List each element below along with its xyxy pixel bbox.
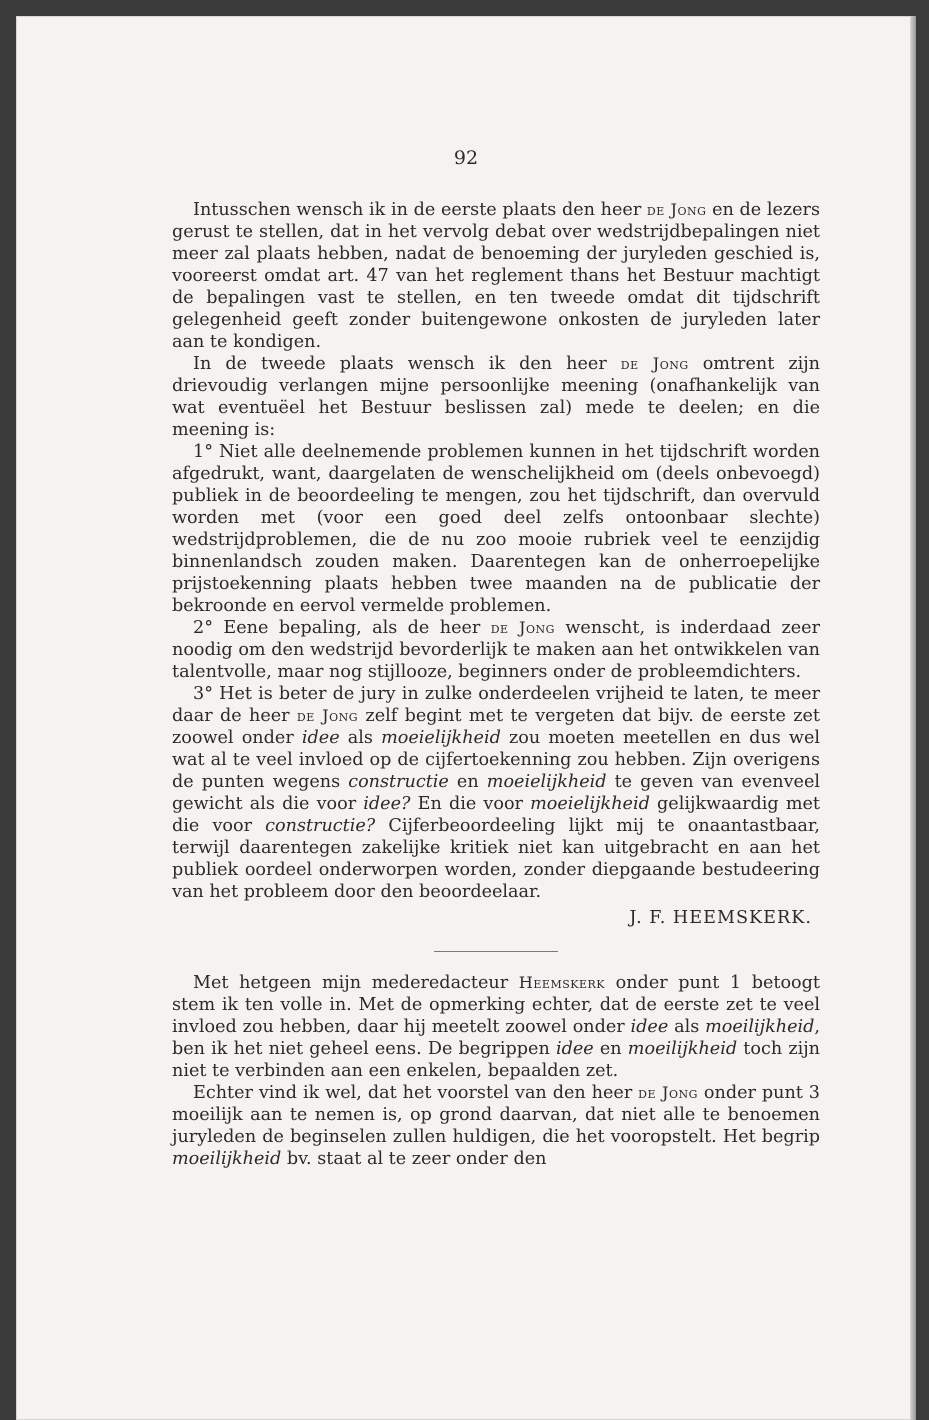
name-de-jong: de Jong [646,200,707,219]
italic-term: idee? [363,794,411,814]
paragraph-point-3: 3° Het is beter de jury in zulke onderdeelen vrijheid te laten, te meer daar de heer de Jong zelf begint met te vergeten dat bijv. de eerste zet zoowel onder idee als moeielijkheid zou moeten meetellen en dus wel wat al te veel invloed op de cijfertoekenning zou hebben. Zijn overigens de punten wegens constructie en moeielijkheid te geven van evenveel gewicht als die voor idee? En die voor moeielijkheid gelijkwaardig met die voor constructie? Cijferbeoordeeling lijkt mij te onaantastbaar, terwijl daarentegen zakelijke kritiek niet kan uitgebracht en aan het publiek oordeel onderworpen worden, zonder diepgaande bestudeering van het probleem door den beoordeelaar. [172,684,821,902]
page-number: 92 [453,147,479,169]
italic-term: idee [301,728,340,748]
paragraph-2: In de tweede plaats wensch ik den heer de Jong omtrent zijn drievoudig verlangen mijne persoonlijke meening (onafhankelijk van wat eventuëel het Bestuur beslissen zal) mede te deelen; en die meening is: [172,354,820,440]
paragraph-point-2: 2° Eene bepaling, als de heer de Jong wenscht, is inderdaad zeer noodig om den wedstrijd bevorderlijk te maken aan het ontwikkelen van talentvolle, maar nog stijllooze, beginners onder de probleemdichters. [172,618,820,682]
body-text [172,199,820,1170]
italic-term: moeilijkheid [627,1039,738,1059]
name-de-jong: de Jong [638,1083,698,1102]
italic-term: idee [555,1039,594,1059]
paragraph-1: Intusschen wensch ik in de eerste plaats den heer de Jong en de lezers gerust te stellen, dat in het vervolg debat over wedstrijdbepalingen niet meer zal plaats hebben, nadat de benoeming der juryleden geschied is, vooreerst omdat art. 47 van het reglement thans het Bestuur machtigt de bepalingen vast te stellen, en ten tweede omdat dit tijdschrift gelegenheid geeft zonder buitengewone onkosten de juryleden later aan te kondigen. [172,200,820,352]
name-de-jong: de Jong [490,618,555,637]
italic-term: moeielijkheid [381,728,501,748]
italic-term: moeielijkheid [530,794,650,814]
italic-term: moeilijkheid [172,1149,282,1169]
paragraph-point-1: 1° Niet alle deelnemende problemen kunnen in het tijdschrift worden afgedrukt, want, daargelaten de wenschelijkheid om (deels onbevoegd) publiek in de beoordeeling te mengen, zou het tijdschrift, dan overvuld worden met (voor een goed deel zelfs ontoonbaar slechte) wedstrijdproblemen, die de nu zoo mooie rubriek veel te eenzijdig binnenlandsch zouden maken. Daarentegen kan de onherroepelijke prijstoekenning plaats hebben twee maanden na de publicatie der bekroonde en eervol vermelde problemen. [172,442,820,616]
italic-term: idee [630,1017,669,1037]
paragraph-reply-1: Met hetgeen mijn mederedacteur Heemskerk onder punt 1 betoogt stem ik ten volle in. Met de opmerking echter, dat de eerste zet te veel invloed zou hebben, daar hij meetelt zoowel onder idee als moeilijkheid, ben ik het niet geheel eens. De begrippen idee en moeilijkheid toch zijn niet te verbinden aan een enkelen, bepaalden zet. [172,973,821,1081]
book-page [16,16,916,1420]
signature: J. F. HEEMSKERK. [629,908,812,928]
italic-term: constructie? [265,816,376,836]
paragraph-reply-2: Echter vind ik wel, dat het voorstel van den heer de Jong onder punt 3 moeilijk aan te nemen is, op grond daarvan, dat niet alle te benoemen juryleden de beginselen zullen huldigen, die het vooropstelt. Het begrip moeilijkheid bv. staat al te zeer onder den [172,1083,820,1169]
name-heemskerk: Heemskerk [518,973,605,992]
name-de-jong: de Jong [296,706,359,725]
name-de-jong: de Jong [620,354,689,373]
italic-term: constructie [348,772,449,792]
section-divider [434,951,558,952]
italic-term: moeielijkheid [486,772,607,792]
italic-term: moeilijkheid [705,1017,815,1037]
